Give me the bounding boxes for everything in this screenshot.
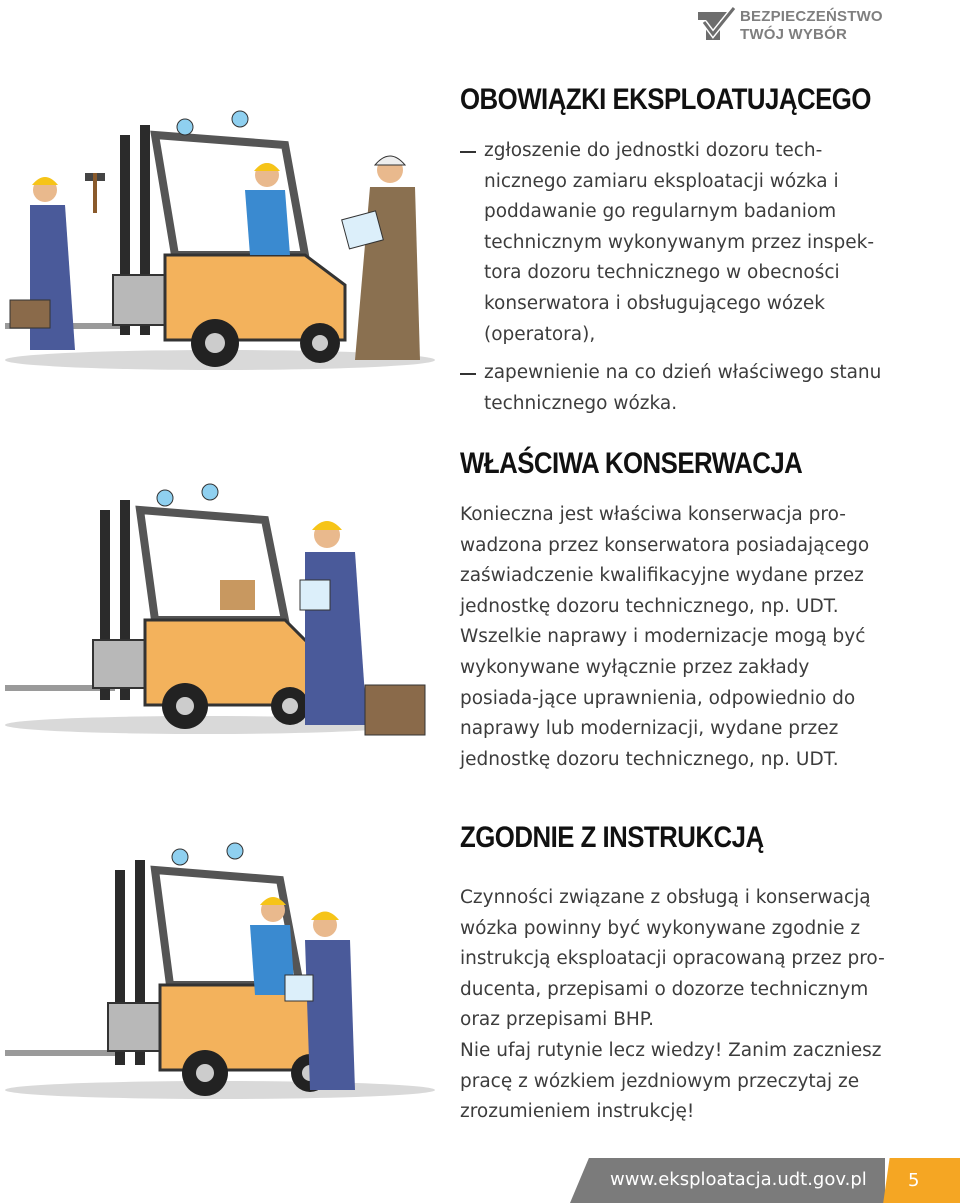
paragraph: Konieczna jest właściwa konserwacja pro-wadzona przez konserwatora posiadającego zaświadczenie kwalifikacyjne wydane przez jednostkę dozoru technicznego, np. UDT.	[460, 504, 870, 617]
page-footer	[570, 1158, 960, 1203]
logo-line-2: TWÓJ WYBÓR	[740, 26, 847, 43]
list-item-text: zapewnienie na co dzień właściwego stanu technicznego wózka.	[484, 362, 882, 414]
page-number-tab	[880, 1158, 960, 1203]
logo-line-1: BEZPIECZEŃSTWO	[740, 8, 883, 25]
dash-bullet-icon	[460, 151, 476, 153]
list-item-text: zgłoszenie do jednostki dozoru tech-nicznego zamiaru eksploatacji wózka i poddawanie go regularnym badaniom technicznym wykonywanym przez inspek-tora dozoru technicznego w obecności konserwatora i obsługującego wózek (operatora),	[484, 140, 875, 345]
operator-duties-list	[460, 136, 890, 419]
forklift-maintenance-illustration	[5, 480, 435, 745]
paragraph: Czynności związane z obsługą i konserwacją wózka powinny być wykonywane zgodnie z instrukcją eksploatacji opracowaną przez pro-ducenta, przepisami o dozorze technicznym oraz przepisami BHP.	[460, 887, 885, 1031]
list-item	[460, 136, 890, 350]
maintenance-text	[460, 500, 890, 775]
paragraph: Nie ufaj rutynie lecz wiedzy! Zanim zaczniesz pracę z wózkiem jezdniowym przeczytaj ze zrozumieniem instrukcję!	[460, 1039, 882, 1123]
dash-bullet-icon	[460, 373, 476, 375]
footer-url-link[interactable]: www.eksploatacja.udt.gov.pl	[610, 1169, 867, 1190]
brand-logo	[698, 6, 898, 46]
heading-proper-maintenance: WŁAŚCIWA KONSERWACJA	[460, 447, 803, 480]
check-shield-icon	[698, 6, 736, 44]
heading-follow-instructions: ZGODNIE Z INSTRUKCJĄ	[460, 821, 764, 854]
paragraph: Wszelkie naprawy i modernizacje mogą być wykonywane wyłącznie przez zakłady posiada-jące uprawnienia, odpowiednio do naprawy lub modernizacji, wydane przez jednostkę dozoru technicznego, np. UDT.	[460, 626, 866, 770]
list-item	[460, 358, 890, 419]
forklift-instruction-illustration	[5, 835, 445, 1105]
page-number: 5	[908, 1170, 920, 1191]
forklift-inspection-illustration	[5, 105, 445, 380]
heading-operator-duties: OBOWIĄZKI EKSPLOATUJĄCEGO	[460, 83, 871, 116]
instructions-text	[460, 883, 890, 1128]
